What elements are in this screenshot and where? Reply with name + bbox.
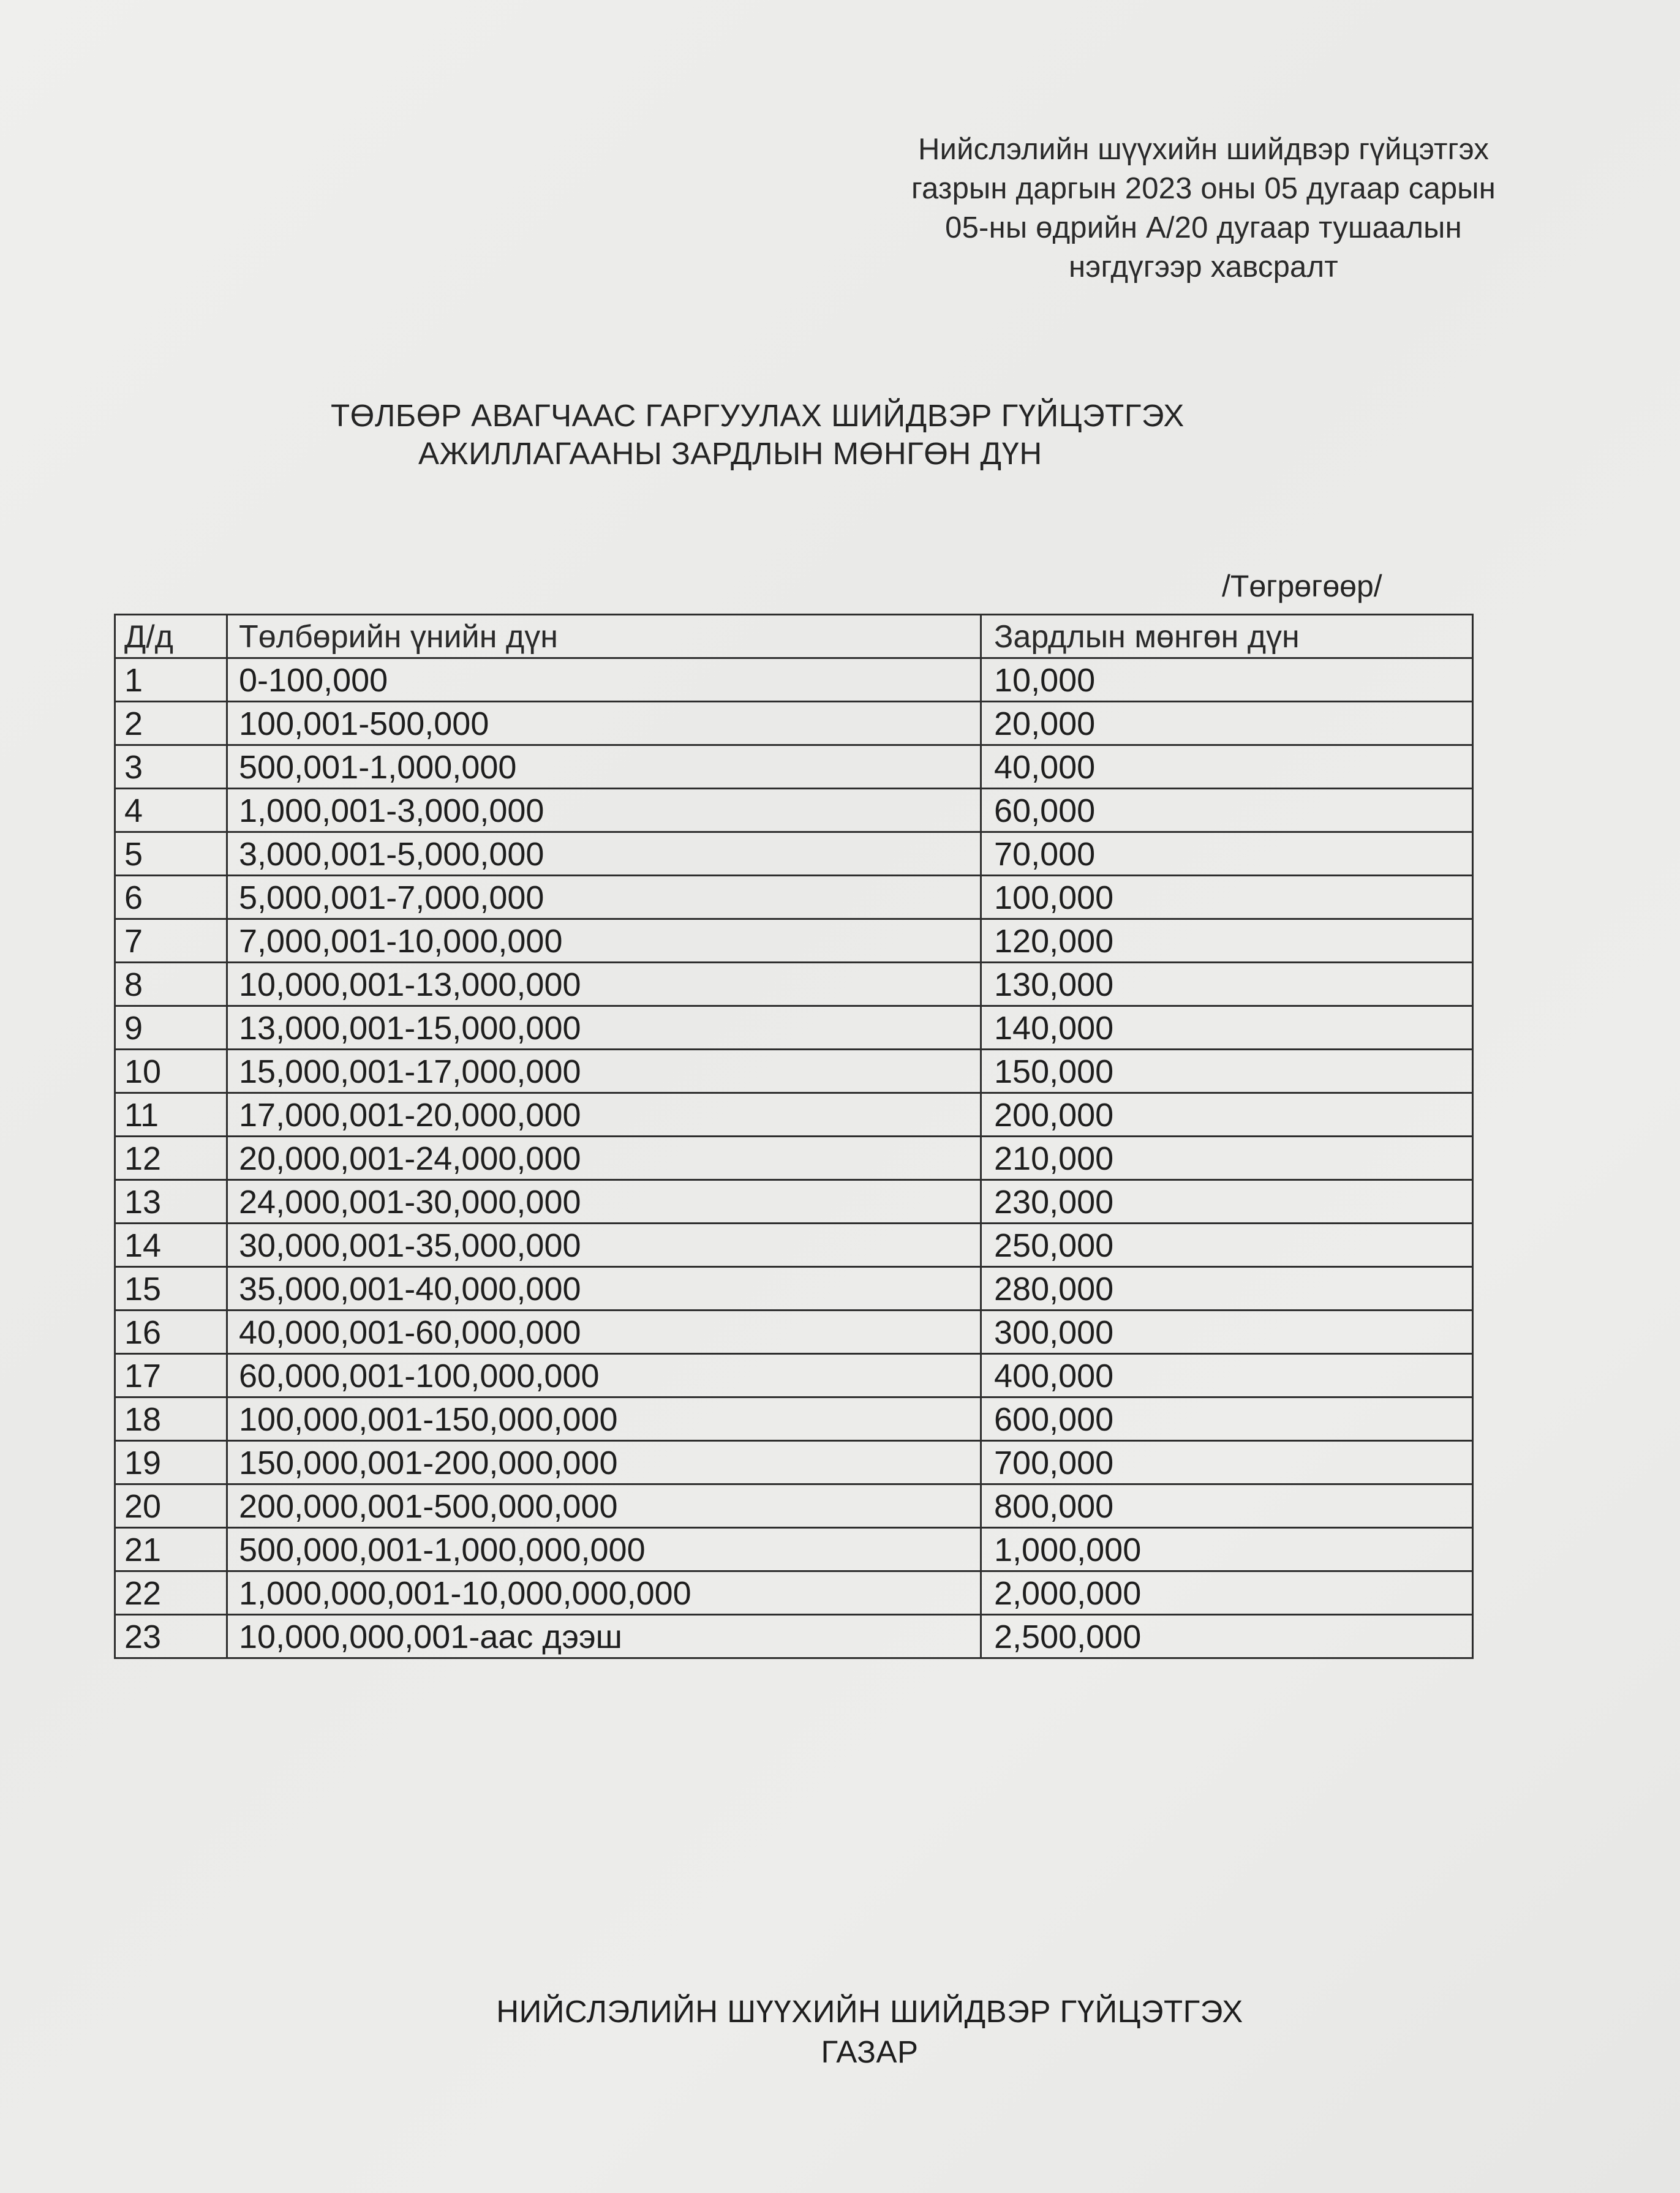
expense-amount-cell: 210,000: [981, 1137, 1473, 1180]
row-number-cell: 12: [115, 1137, 227, 1180]
table-row: [115, 963, 1473, 1006]
issuing-organization-line-1: НИЙСЛЭЛИЙН ШҮҮХИЙН ШИЙДВЭР ГҮЙЦЭТГЭХ: [496, 1994, 1243, 2029]
row-number-cell: 7: [115, 919, 227, 963]
expense-amount-cell: 20,000: [981, 702, 1473, 745]
table-row: [115, 1224, 1473, 1267]
payment-range-cell: 40,000,001-60,000,000: [227, 1311, 981, 1354]
table-row: [115, 1311, 1473, 1354]
expense-amount-cell: 100,000: [981, 876, 1473, 919]
appendix-note-line: Нийслэлийн шүүхийн шийдвэр гүйцэтгэх: [917, 133, 1490, 166]
table-row: [115, 702, 1473, 745]
expense-amount-cell: 600,000: [981, 1397, 1473, 1441]
appendix-note-line: нэгдүгээр хавсралт: [1069, 250, 1338, 284]
payment-range-cell: 100,001-500,000: [227, 702, 981, 745]
expense-amount-cell: 300,000: [981, 1311, 1473, 1354]
expense-amount-cell: 140,000: [981, 1006, 1473, 1050]
appendix-note-line: 05-ны өдрийн А/20 дугаар тушаалын: [945, 211, 1462, 244]
expense-amount-cell: 1,000,000: [981, 1528, 1473, 1571]
payment-range-cell: 17,000,001-20,000,000: [227, 1093, 981, 1137]
table-row: [115, 1050, 1473, 1093]
expense-amount-cell: 120,000: [981, 919, 1473, 963]
table-row: [115, 832, 1473, 876]
document-title-line-1: ТӨЛБӨР АВАГЧААС ГАРГУУЛАХ ШИЙДВЭР ГҮЙЦЭТГЭХ: [331, 398, 1185, 433]
table-row: [115, 1354, 1473, 1397]
expense-amount-cell: 40,000: [981, 745, 1473, 789]
expense-amount-cell: 60,000: [981, 789, 1473, 832]
expense-amount-cell: 230,000: [981, 1180, 1473, 1224]
row-number-cell: 15: [115, 1267, 227, 1311]
payment-range-cell: 500,001-1,000,000: [227, 745, 981, 789]
expense-amount-cell: 280,000: [981, 1267, 1473, 1311]
payment-range-cell: 200,000,001-500,000,000: [227, 1484, 981, 1528]
expense-amount-cell: 150,000: [981, 1050, 1473, 1093]
table-row: [115, 1180, 1473, 1224]
table-row: [115, 1137, 1473, 1180]
table-row: [115, 919, 1473, 963]
expense-amount-cell: 10,000: [981, 658, 1473, 702]
expense-amount-cell: 200,000: [981, 1093, 1473, 1137]
row-number-cell: 3: [115, 745, 227, 789]
table-row: [115, 1093, 1473, 1137]
table-row: [115, 1267, 1473, 1311]
row-number-cell: 16: [115, 1311, 227, 1354]
table-row: [115, 1006, 1473, 1050]
row-number-cell: 8: [115, 963, 227, 1006]
expense-amount-cell: 250,000: [981, 1224, 1473, 1267]
table-row: [115, 745, 1473, 789]
row-number-cell: 1: [115, 658, 227, 702]
payment-range-cell: 13,000,001-15,000,000: [227, 1006, 981, 1050]
table-header-row: [115, 615, 1473, 658]
payment-range-cell: 0-100,000: [227, 658, 981, 702]
payment-range-cell: 15,000,001-17,000,000: [227, 1050, 981, 1093]
payment-range-cell: 100,000,001-150,000,000: [227, 1397, 981, 1441]
expense-amount-cell: 400,000: [981, 1354, 1473, 1397]
table-row: [115, 1397, 1473, 1441]
payment-range-cell: 1,000,001-3,000,000: [227, 789, 981, 832]
document-title-line-2: АЖИЛЛАГААНЫ ЗАРДЛЫН МӨНГӨН ДҮН: [418, 436, 1042, 471]
expense-amount-cell: 2,000,000: [981, 1571, 1473, 1615]
payment-range-cell: 5,000,001-7,000,000: [227, 876, 981, 919]
table-row: [115, 1571, 1473, 1615]
table-row: [115, 789, 1473, 832]
expense-amount-cell: 70,000: [981, 832, 1473, 876]
row-number-cell: 2: [115, 702, 227, 745]
expense-amount-cell: 130,000: [981, 963, 1473, 1006]
appendix-note: [815, 130, 1592, 287]
payment-range-cell: 500,000,001-1,000,000,000: [227, 1528, 981, 1571]
payment-range-cell: 10,000,000,001-аас дээш: [227, 1615, 981, 1658]
row-number-cell: 5: [115, 832, 227, 876]
payment-range-cell: 10,000,001-13,000,000: [227, 963, 981, 1006]
expense-amount-cell: 700,000: [981, 1441, 1473, 1484]
column-header-number: Д/д: [115, 615, 227, 658]
row-number-cell: 23: [115, 1615, 227, 1658]
payment-range-cell: 1,000,000,001-10,000,000,000: [227, 1571, 981, 1615]
row-number-cell: 19: [115, 1441, 227, 1484]
row-number-cell: 22: [115, 1571, 227, 1615]
payment-range-cell: 150,000,001-200,000,000: [227, 1441, 981, 1484]
row-number-cell: 18: [115, 1397, 227, 1441]
row-number-cell: 13: [115, 1180, 227, 1224]
table-row: [115, 876, 1473, 919]
table-row: [115, 658, 1473, 702]
row-number-cell: 6: [115, 876, 227, 919]
payment-range-cell: 24,000,001-30,000,000: [227, 1180, 981, 1224]
row-number-cell: 14: [115, 1224, 227, 1267]
appendix-note-line: газрын даргын 2023 оны 05 дугаар сарын: [911, 172, 1496, 205]
row-number-cell: 21: [115, 1528, 227, 1571]
issuing-organization: [343, 1992, 1396, 2072]
payment-range-cell: 30,000,001-35,000,000: [227, 1224, 981, 1267]
document-title: [318, 397, 1396, 473]
payment-range-cell: 7,000,001-10,000,000: [227, 919, 981, 963]
table-row: [115, 1441, 1473, 1484]
payment-range-cell: 60,000,001-100,000,000: [227, 1354, 981, 1397]
column-header-expense-amount: Зардлын мөнгөн дүн: [981, 615, 1473, 658]
currency-unit-label: /Төгрөгөөр/: [1222, 569, 1382, 603]
column-header-payment-amount: Төлбөрийн үнийн дүн: [227, 615, 981, 658]
payment-range-cell: 3,000,001-5,000,000: [227, 832, 981, 876]
issuing-organization-line-2: ГАЗАР: [821, 2034, 919, 2069]
payment-range-cell: 20,000,001-24,000,000: [227, 1137, 981, 1180]
row-number-cell: 11: [115, 1093, 227, 1137]
expense-amount-cell: 2,500,000: [981, 1615, 1473, 1658]
row-number-cell: 20: [115, 1484, 227, 1528]
expense-amount-cell: 800,000: [981, 1484, 1473, 1528]
row-number-cell: 4: [115, 789, 227, 832]
row-number-cell: 17: [115, 1354, 227, 1397]
fee-table-body: [115, 658, 1473, 1658]
table-row: [115, 1528, 1473, 1571]
row-number-cell: 9: [115, 1006, 227, 1050]
table-row: [115, 1615, 1473, 1658]
payment-range-cell: 35,000,001-40,000,000: [227, 1267, 981, 1311]
fee-table: [114, 614, 1474, 1659]
row-number-cell: 10: [115, 1050, 227, 1093]
table-row: [115, 1484, 1473, 1528]
